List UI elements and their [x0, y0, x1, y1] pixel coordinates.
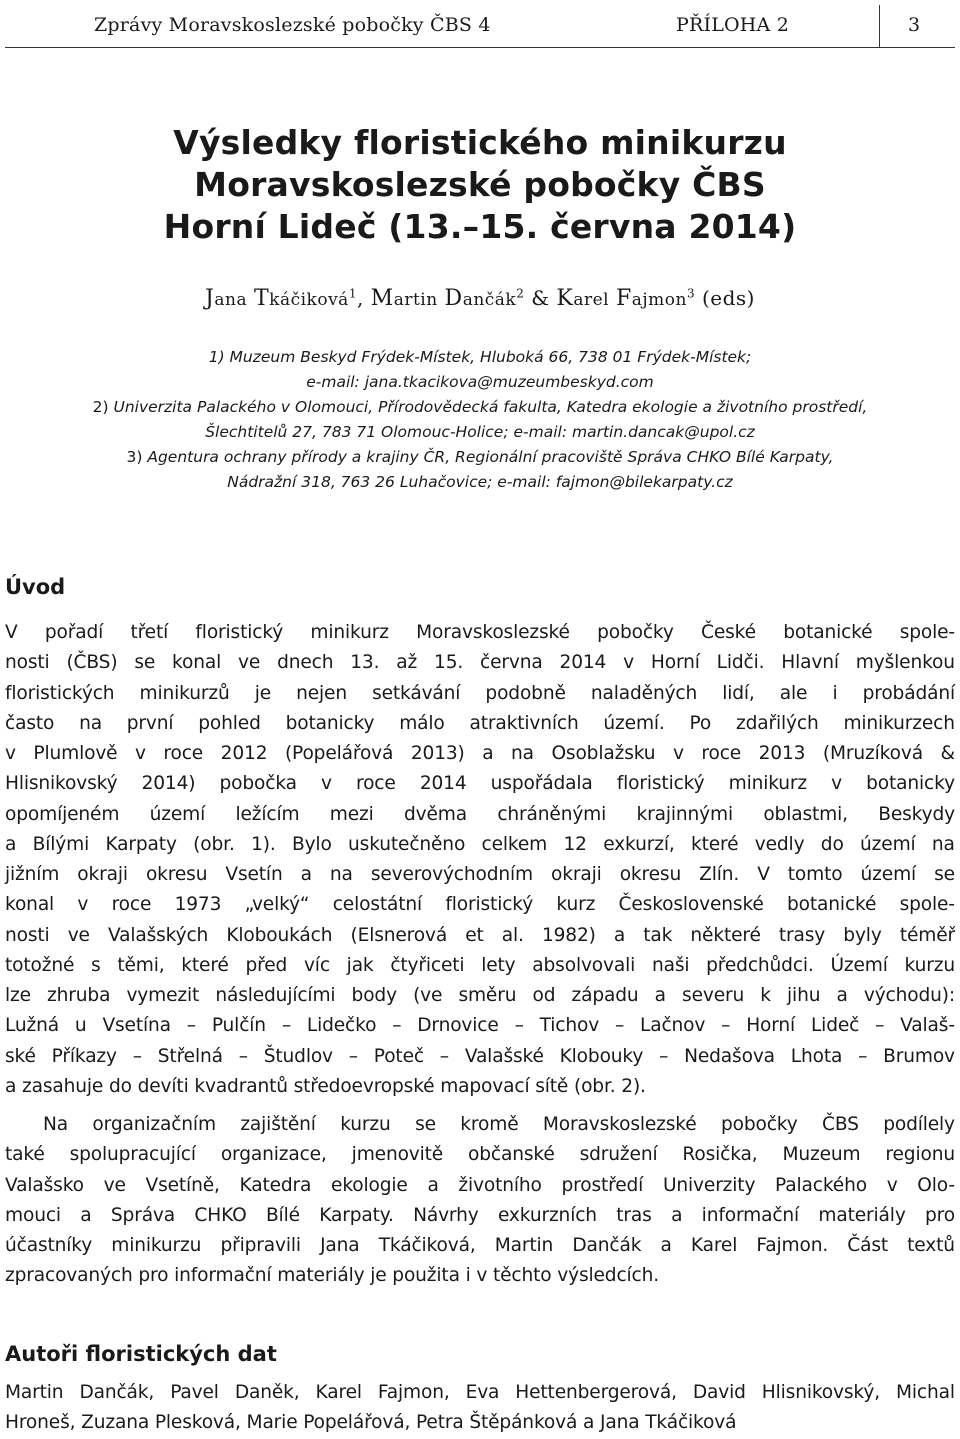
section-heading-intro: Úvod [5, 575, 66, 599]
page-number: 3 [908, 14, 921, 36]
header-rule [5, 47, 955, 48]
affiliation-2-email: Šlechtitelů 27, 783 71 Olomouc-Holice; e-mail: martin.dancak@upol.cz [205, 423, 755, 441]
title-line-2: Moravskoslezské pobočky ČBS [194, 165, 766, 204]
intro-p1-line: totožné s těmi, které před víc jak čtyřiceti lety absolvovali naši předchůdci. Území kurzu [5, 954, 955, 976]
authors-line: Hroneš, Zuzana Plesková, Marie Popelářová, Petra Štěpánková a Jana Tkáčiková [5, 1412, 737, 1434]
intro-p1-line: Lužná u Vsetína – Pulčín – Lidečko – Drnovice – Tichov – Lačnov – Horní Lideč – Valaš- [5, 1015, 955, 1037]
affiliation-2: Univerzita Palackého v Olomouci, Přírodovědecká fakulta, Katedra ekologie a životního prostředí, [113, 398, 868, 416]
intro-p1-line: Hlisnikovský 2014) pobočka v roce 2014 uspořádala floristický minikurz v botanicky [5, 773, 955, 795]
header-divider [879, 5, 880, 47]
title-line-1: Výsledky floristického minikurzu [173, 123, 787, 162]
editors-marker: (eds) [701, 286, 755, 310]
intro-p2-line: mouci a Správa CHKO Bílé Karpaty. Návrhy exkurzních tras a informační materiály pro [5, 1204, 955, 1226]
title-line-3: Horní Lideč (13.–15. června 2014) [163, 207, 797, 246]
intro-p1-line: floristických minikurzů je nejen setkávání podobně naladěných lidí, ale i probádání [5, 682, 955, 704]
author-list: Jana Tkáčiková$^1$, Martin Dančák$^2$ & Karel Fajmon$^3$ (eds) [205, 286, 755, 311]
running-header [0, 0, 960, 48]
intro-p1-line: opomíjeném území ležícím mezi dvěma chráněnými krajinnými oblastmi, Beskydy [5, 803, 955, 825]
affiliation-1-email: e-mail: jana.tkacikova@muzeumbeskyd.com [306, 373, 654, 391]
authors-paragraph [5, 1378, 955, 1439]
intro-p2-line: účastníky minikurzu připravili Jana Tkáčiková, Martin Dančák a Karel Fajmon. Část textů [5, 1235, 955, 1256]
affiliation-3-email: Nádražní 318, 763 26 Luhačovice; e-mail: fajmon@bilekarpaty.cz [227, 473, 733, 491]
intro-p1-line: a Bílými Karpaty (obr. 1). Bylo uskutečněno celkem 12 exkurzí, které vedly do území na [5, 833, 955, 855]
intro-p2-line: Na organizačním zajištění kurzu se kromě Moravskoslezské pobočky ČBS podílely [43, 1114, 955, 1135]
affiliation-3: Agentura ochrany přírody a krajiny ČR, Regionální pracoviště Správa CHKO Bílé Karpaty, [147, 448, 834, 466]
intro-p2-line: Valašsko ve Vsetíně, Katedra ekologie a životního prostředí Univerzity Palackého v Olo- [5, 1174, 955, 1196]
affiliations: 1) Muzeum Beskyd Frýdek-Místek, Hluboká 66, 738 01 Frýdek-Místek; e-mail: jana.tkacikova@muzeumbeskyd.com 2) Univerzita Palackého v Olomouci, Přírodovědecká fakulta, Katedra ekologie a životního prostředí, Šlechtitelů 27, 783 71 Olomouc-Holice; e-mail: martin.dancak@upol.cz 3) Agentura ochrany přírody a krajiny ČR, Regionální pracoviště Správa CHKO Bílé Karpaty, Nádražní 318, 763 26 Luhačovice; e-mail: fajmon@bilekarpaty.cz [92, 348, 868, 491]
journal-title: Zprávy Moravskoslezské pobočky ČBS 4 [94, 14, 491, 36]
intro-p1-line: nosti (ČBS) se konal ve dnech 13. až 15. června 2014 v Horní Lidči. Hlavní myšlenkou [5, 652, 955, 674]
intro-p2-line: také spolupracující organizace, jmenovitě občanské sdružení Rosička, Muzeum regionu [5, 1144, 955, 1166]
authors-line: Martin Dančák, Pavel Daněk, Karel Fajmon, Eva Hettenbergerová, David Hlisnikovský, Michal [5, 1382, 955, 1403]
intro-paragraph-2 [5, 1110, 955, 1292]
intro-paragraph-1 [5, 618, 955, 1102]
intro-p1-line: jižním okraji okresu Vsetín a na severovýchodním okraji okresu Zlín. V tomto území se [5, 864, 955, 885]
article-title [0, 122, 960, 248]
intro-p1-line: často na první pohled botanicky málo atraktivních území. Po zdařilých minikurzech [5, 712, 955, 734]
intro-p2-line: zpracovaných pro informační materiály je použita i v těchto výsledcích. [5, 1265, 659, 1287]
appendix-label: PŘÍLOHA 2 [676, 14, 790, 36]
intro-p1-line: a zasahuje do devíti kvadrantů středoevropské mapovací sítě (obr. 2). [5, 1075, 646, 1097]
intro-p1-line: lze zhruba vymezit následujícími body (ve směru od západu a severu k jihu a východu): [5, 985, 955, 1006]
intro-p1-line: V pořadí třetí floristický minikurz Moravskoslezské pobočky České botanické spole- [5, 622, 955, 643]
intro-p1-line: nosti ve Valašských Kloboukách (Elsnerová et al. 1982) a tak některé trasy byly téměř [5, 924, 955, 946]
intro-p1-line: ské Příkazy – Střelná – Študlov – Poteč – Valašské Klobouky – Nedašova Lhota – Brumov [5, 1045, 955, 1067]
intro-p1-line: konal v roce 1973 „velký“ celostátní floristický kurz Československé botanické spole- [5, 894, 955, 916]
intro-p1-line: v Plumlově v roce 2012 (Popelářová 2013) a na Osoblažsku v roce 2013 (Mruzíková & [5, 743, 955, 764]
affiliation-1: 1) Muzeum Beskyd Frýdek-Místek, Hluboká 66, 738 01 Frýdek-Místek; [208, 348, 752, 366]
section-heading-authors: Autoři floristických dat [5, 1342, 277, 1366]
